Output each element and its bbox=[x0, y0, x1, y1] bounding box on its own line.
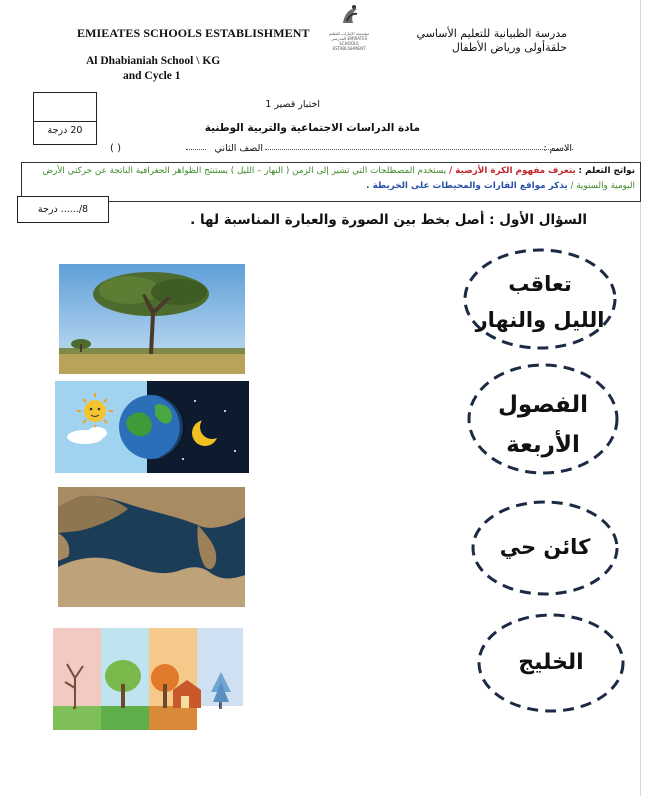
name-line[interactable] bbox=[265, 149, 573, 150]
quiz-title: اختبار قصير 1 bbox=[265, 99, 320, 110]
score-divider bbox=[34, 121, 96, 122]
tree-photo[interactable] bbox=[59, 264, 245, 374]
answer-ellipse-1[interactable] bbox=[462, 247, 618, 351]
answer-2-line2: الأربعة bbox=[506, 432, 580, 458]
total-score-box bbox=[33, 92, 97, 145]
ese-logo bbox=[323, 3, 375, 51]
school-cycle-ar: حلقةأولى ورياض الأطفال bbox=[451, 41, 567, 54]
answer-1-line2: الليل والنهار bbox=[475, 308, 605, 332]
learning-outcomes-box bbox=[21, 162, 641, 202]
class-blank[interactable]: ( ) bbox=[110, 143, 121, 154]
logo-caption: مؤسسة الإمارات للتعليم المدرسي EMIRATES SCHOOLS ESTABLISHMENT bbox=[328, 31, 370, 51]
school-cycle-en: and Cycle 1 bbox=[123, 70, 181, 82]
answer-2-line1: الفصول bbox=[497, 392, 589, 418]
grade-dots bbox=[186, 149, 206, 150]
answer-3-label: كائن حي bbox=[499, 535, 591, 559]
gulf-satellite-map[interactable] bbox=[58, 487, 245, 607]
answer-4-label: الخليج bbox=[518, 650, 584, 675]
answer-ellipse-2[interactable] bbox=[466, 362, 620, 476]
total-score: 20 درجة bbox=[47, 125, 83, 136]
four-seasons-illustration[interactable] bbox=[53, 628, 243, 730]
outcome-1: يتعرف مفهوم الكرة الأرضية / bbox=[449, 166, 576, 176]
school-name-ar: مدرسة الظبيانية للتعليم الأساسي bbox=[416, 27, 567, 40]
logo-mark-icon bbox=[323, 3, 375, 27]
question-heading: السؤال الأول : أصل بخط بين الصورة والعبارة المناسبة لها . bbox=[190, 212, 587, 228]
answer-ellipse-4[interactable] bbox=[476, 612, 626, 714]
establishment-title: EMIEATES SCHOOLS ESTABLISHMENT bbox=[77, 26, 310, 40]
outcome-2: يستخدم المصطلحات التي تشير إلى الزمن ( النهار – الليل ) يستنتج الظواهر الجغرافية الناتجة عن حركتي الأرض اليومية والسنوية / bbox=[42, 166, 635, 191]
name-label: الاسم : bbox=[543, 143, 572, 154]
school-name-en: Al Dhabianiah School \ KG bbox=[86, 55, 221, 67]
outcome-3: يذكر مواقع القارات والمحيطات على الخريطة . bbox=[366, 181, 568, 191]
answer-1-line1: تعاقب bbox=[508, 272, 572, 296]
day-night-earth-illustration[interactable] bbox=[55, 381, 249, 473]
section-score-box: 8/...... درجة bbox=[17, 196, 109, 223]
grade-label: الصف الثاني bbox=[214, 143, 263, 154]
answer-ellipse-3[interactable] bbox=[470, 499, 620, 597]
subject-title: مادة الدراسات الاجتماعية والتربية الوطنية bbox=[204, 122, 420, 134]
outcomes-label: نواتج التعلم : bbox=[578, 166, 635, 176]
